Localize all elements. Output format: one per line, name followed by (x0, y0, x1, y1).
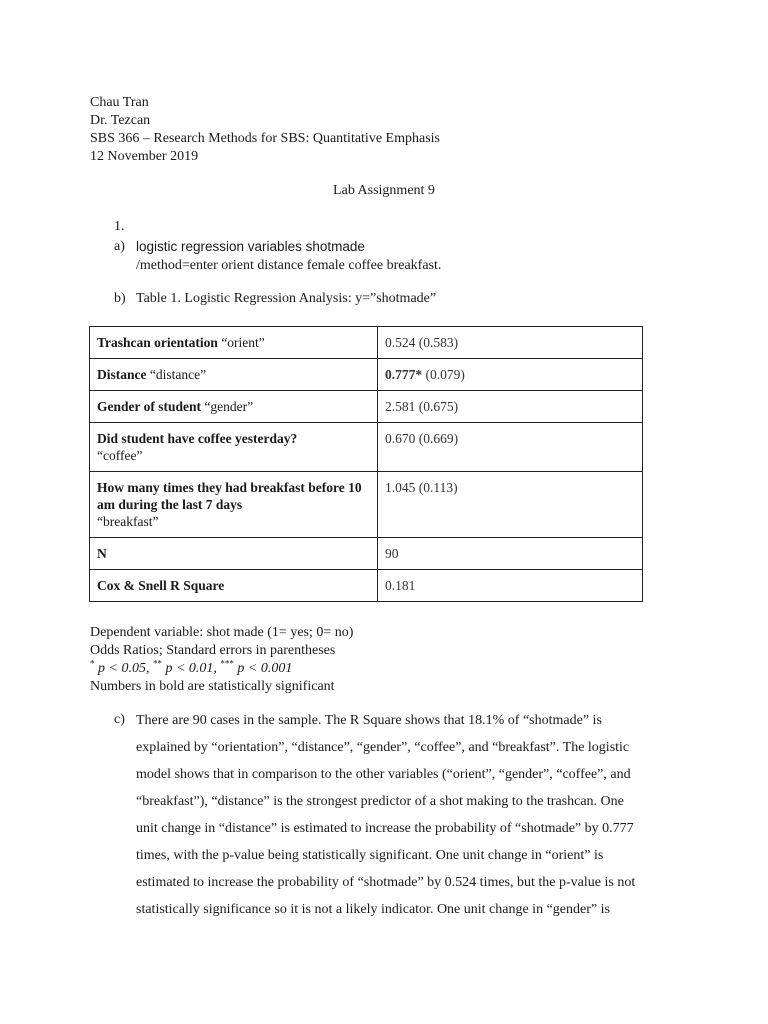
value-cell: 0.777* (0.079) (378, 359, 643, 391)
document-title: Lab Assignment 9 (333, 183, 435, 198)
table-row (90, 391, 643, 423)
table-row (90, 570, 643, 602)
table-row (90, 423, 643, 472)
question-number: 1. (114, 219, 125, 234)
variable-cell: N (90, 538, 378, 570)
table-row (90, 472, 643, 538)
table-row (90, 327, 643, 359)
paragraph-line: estimated to increase the probability of “shotmade” by 0.524 times, but the p-value is not (136, 875, 636, 890)
header-block (90, 94, 440, 166)
variable-cell: Cox & Snell R Square (90, 570, 378, 602)
value-cell: 90 (378, 538, 643, 570)
table-notes (90, 624, 353, 696)
value-cell: 0.670 (0.669) (378, 423, 643, 472)
syntax-line-1: logistic regression variables shotmade (136, 239, 365, 254)
dependent-variable-note: Dependent variable: shot made (1= yes; 0= no) (90, 625, 354, 640)
variable-cell: Distance “distance” (90, 359, 378, 391)
value-cell: 1.045 (0.113) (378, 472, 643, 538)
paragraph-line: statistically significance so it is not a likely indicator. One unit change in “gender” is (136, 902, 610, 917)
syntax-line-2: /method=enter orient distance female coffee breakfast. (136, 258, 442, 273)
paragraph-line: unit change in “distance” is estimated to increase the probability of “shotmade” by 0.777 (136, 821, 634, 836)
part-c-paragraph (136, 712, 656, 928)
document-date: 12 November 2019 (90, 149, 199, 164)
value-cell: 0.524 (0.583) (378, 327, 643, 359)
part-a-letter: a) (114, 239, 125, 254)
instructor-name: Dr. Tezcan (90, 113, 151, 128)
regression-table (89, 326, 643, 602)
course-name: SBS 366 – Research Methods for SBS: Quantitative Emphasis (90, 131, 440, 146)
odds-ratio-note: Odds Ratios; Standard errors in parentheses (90, 643, 336, 658)
table-caption: Table 1. Logistic Regression Analysis: y=”shotmade” (136, 291, 437, 306)
table-row (90, 538, 643, 570)
bold-note: Numbers in bold are statistically significant (90, 679, 335, 694)
paragraph-line: “breakfast”), “distance” is the strongest predictor of a shot making to the trashcan. One (136, 794, 624, 809)
paragraph-line: There are 90 cases in the sample. The R Square shows that 18.1% of “shotmade” is (136, 713, 602, 728)
value-cell: 2.581 (0.675) (378, 391, 643, 423)
table-row (90, 359, 643, 391)
variable-cell: How many times they had breakfast before 10 am during the last 7 days “breakfast” (90, 472, 378, 538)
paragraph-line: model shows that in comparison to the other variables (“orient”, “gender”, “coffee”, and (136, 767, 631, 782)
part-c-letter: c) (114, 712, 125, 727)
variable-cell: Trashcan orientation “orient” (90, 327, 378, 359)
part-b-letter: b) (114, 291, 126, 306)
part-b (114, 291, 436, 307)
author-name: Chau Tran (90, 95, 149, 110)
value-cell: 0.181 (378, 570, 643, 602)
paragraph-line: explained by “orientation”, “distance”, “gender”, “coffee”, and “breakfast”. The logistic (136, 740, 630, 755)
significance-note: * p < 0.05, ** p < 0.01, *** p < 0.001 (90, 658, 293, 676)
paragraph-line: times, with the p-value being statistically significant. One unit change in “orient” is (136, 848, 604, 863)
variable-cell: Did student have coffee yesterday? “coffee” (90, 423, 378, 472)
variable-cell: Gender of student “gender” (90, 391, 378, 423)
